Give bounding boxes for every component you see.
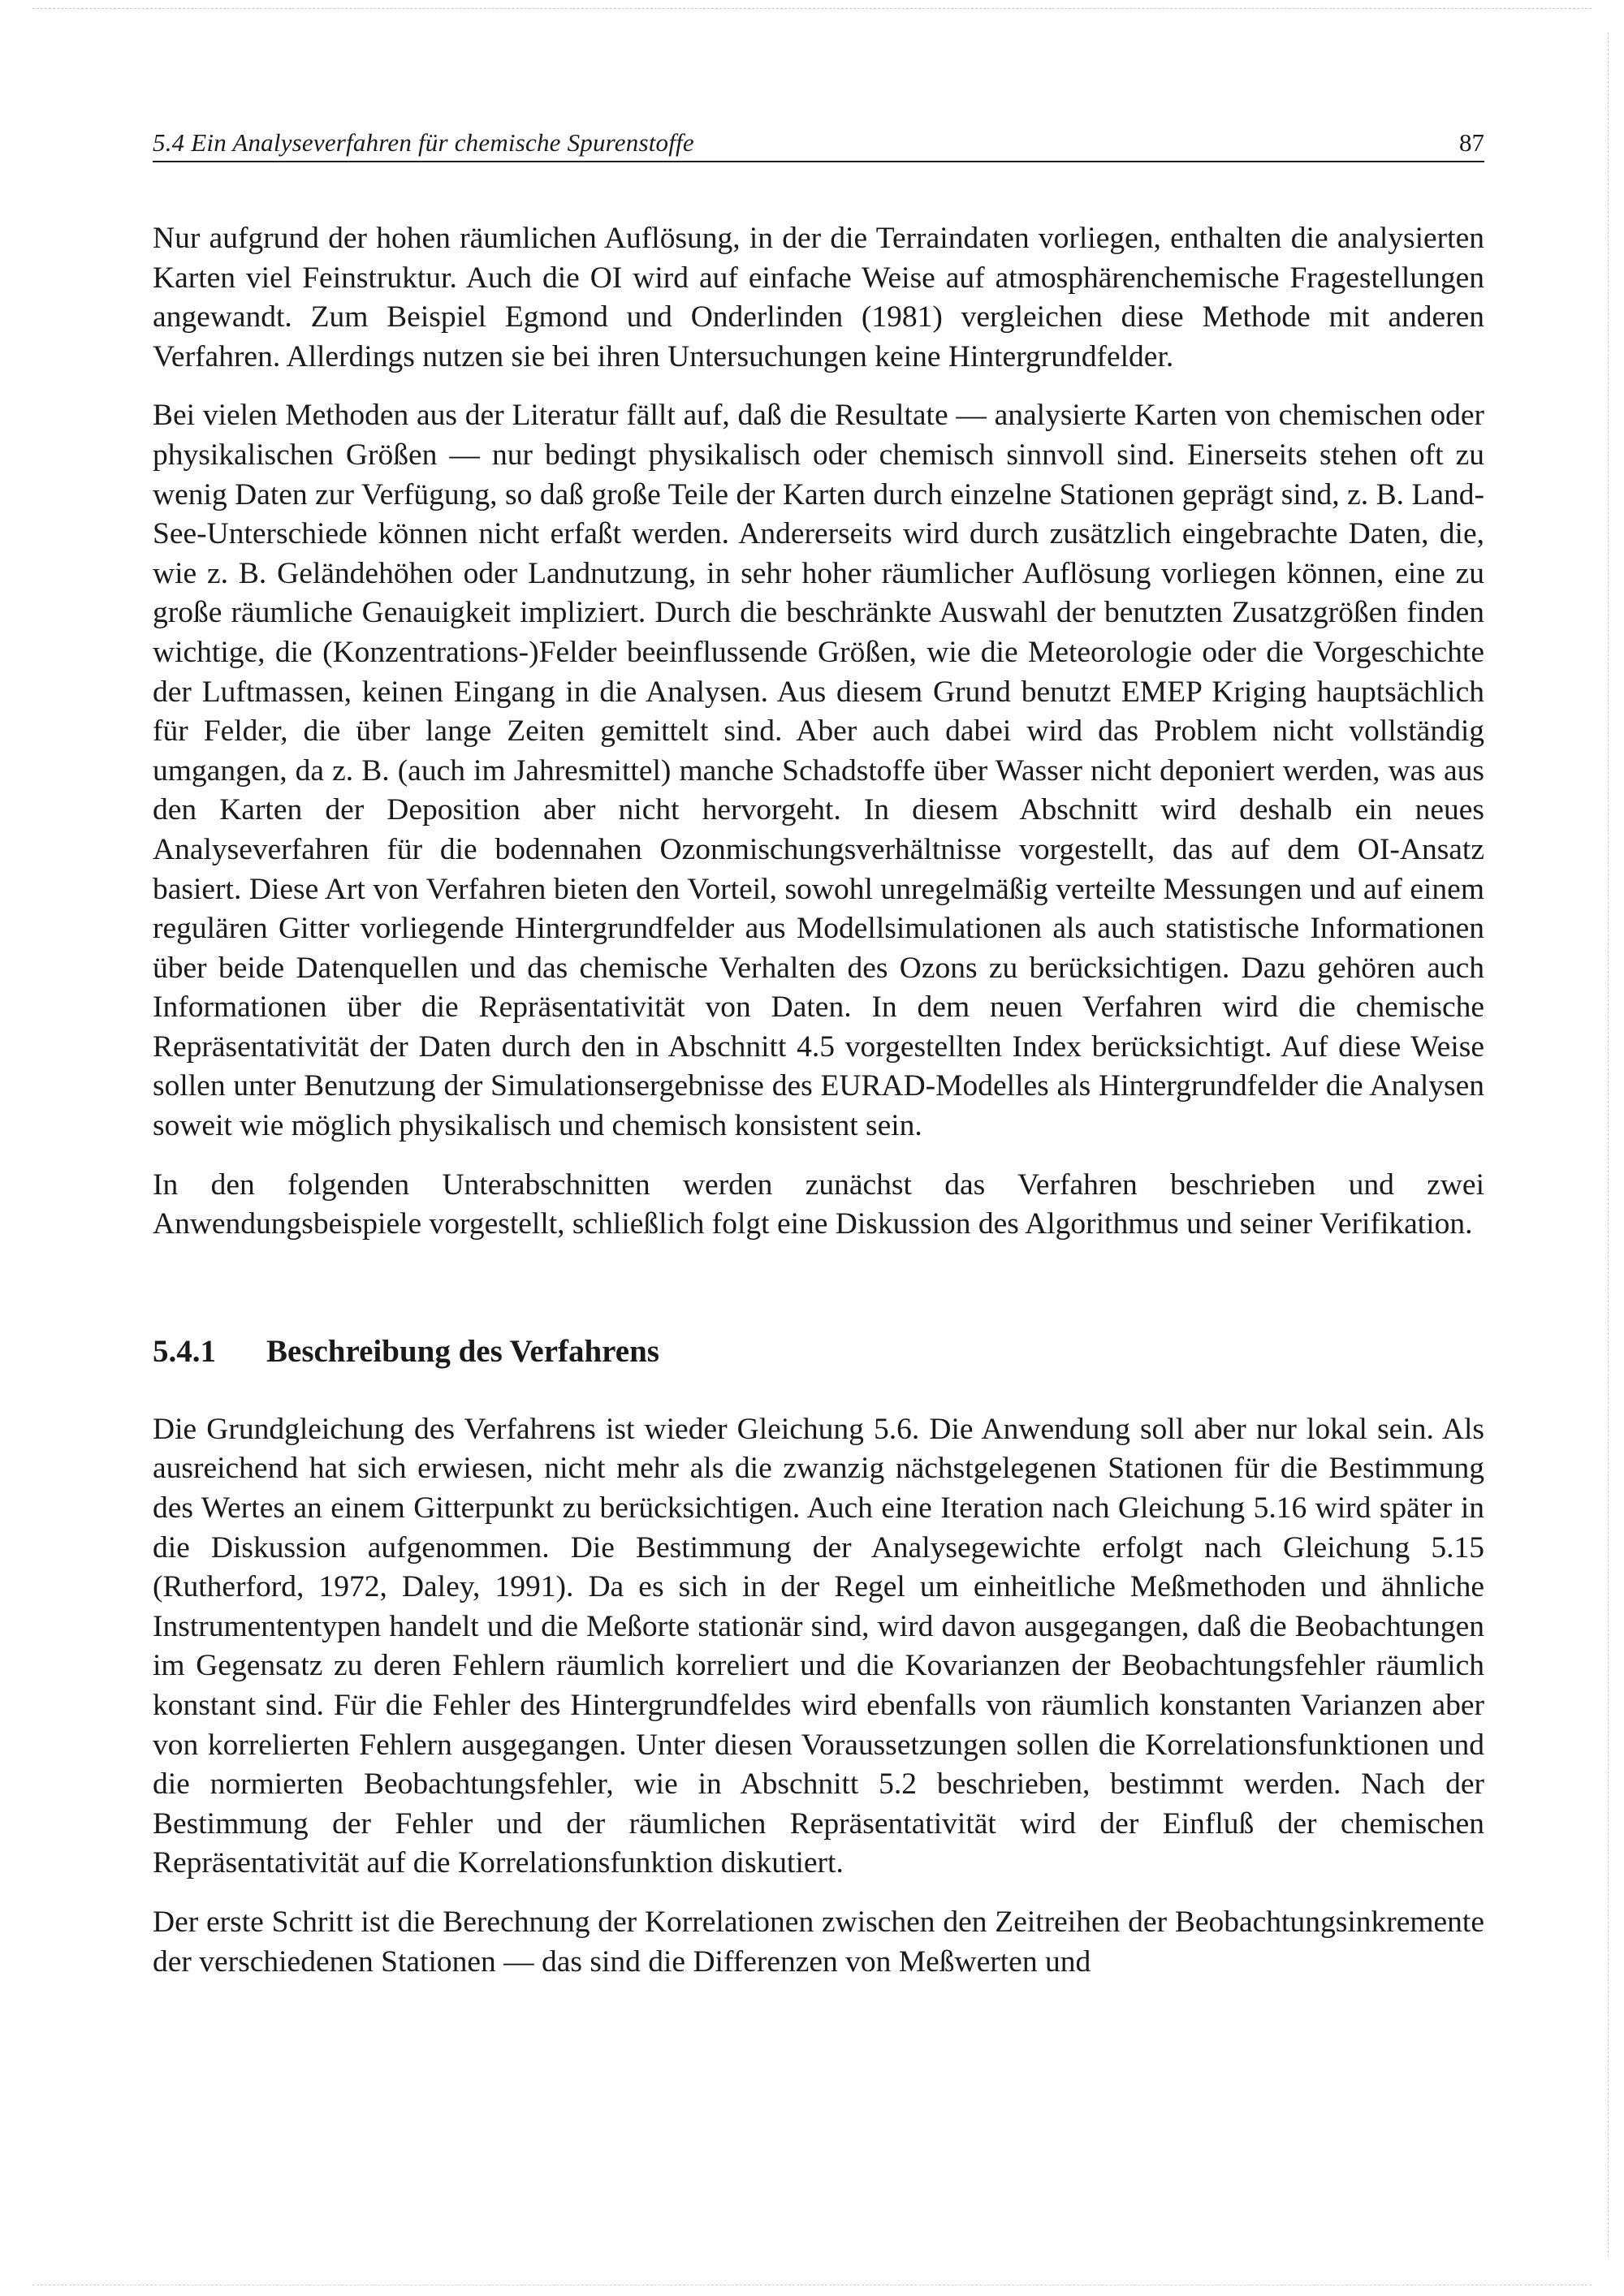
scan-edge-right <box>1608 32 1609 2257</box>
section-heading <box>153 1332 1484 1371</box>
paragraph: Nur aufgrund der hohen räumlichen Auflösung, in der die Terraindaten vorliegen, enthalten die analysierten Karten viel Feinstruktur. Auch die OI wird auf einfache Weise auf atmosphärenchemische Fragestellungen angewandt. Zum Beispiel Egmond und Onderlinden (1981) vergleichen diese Methode mit anderen Verfahren. Allerdings nutzen sie bei ihren Untersuchungen keine Hintergrundfelder. <box>153 222 1484 373</box>
section-number: 5.4.1 <box>153 1333 216 1369</box>
running-head <box>153 123 1484 162</box>
scan-edge-bottom <box>32 2285 1592 2286</box>
body-text <box>153 219 1484 2001</box>
paragraph: Der erste Schritt ist die Berechnung der Korrelationen zwischen den Zeitreihen der Beobachtungsinkremente der verschiedenen Stationen — das sind die Differenzen von Meßwerten und <box>153 1905 1484 1979</box>
section-title: Beschreibung des Verfahrens <box>266 1333 659 1369</box>
scan-edge-top <box>32 8 1592 10</box>
page-number: 87 <box>1459 128 1484 157</box>
paragraph: Die Grundgleichung des Verfahrens ist wieder Gleichung 5.6. Die Anwendung soll aber nur lokal sein. Als ausreichend hat sich erwiesen, nicht mehr als die zwanzig nächstgelegenen Stationen für die Bestimmung des Wertes an einem Gitterpunkt zu berücksichtigen. Auch eine Iteration nach Gleichung 5.16 wird später in die Diskussion aufgenommen. Die Bestimmung der Analysegewichte erfolgt nach Gleichung 5.15 (Rutherford, 1972, Daley, 1991). Da es sich in der Regel um einheitliche Meßmethoden und ähnliche Instrumententypen handelt und die Meßorte stationär sind, wird davon ausgegangen, daß die Beobachtungen im Gegensatz zu deren Fehlern räumlich korreliert und die Kovarianzen der Beobachtungsfehler räumlich konstant sind. Für die Fehler des Hintergrundfeldes wird ebenfalls von räumlich konstanten Varianzen aber von korrelierten Fehlern ausgegangen. Unter diesen Voraussetzungen sollen die Korrelationsfunktionen und die normierten Beobachtungsfehler, wie in Abschnitt 5.2 beschrieben, bestimmt werden. Nach der Bestimmung der Fehler und der räumlichen Repräsentativität wird der Einfluß der chemischen Repräsentativität auf die Korrelationsfunktion diskutiert. <box>153 1412 1484 1880</box>
paragraph: In den folgenden Unterabschnitten werden zunächst das Verfahren beschrieben und zwei Anwendungsbeispiele vorgestellt, schließlich folgt eine Diskussion des Algorithmus und seiner Verifikation. <box>153 1167 1484 1241</box>
paragraph: Bei vielen Methoden aus der Literatur fällt auf, daß die Resultate — analysierte Karten von chemischen oder physikalischen Größen — nur bedingt physikalisch oder chemisch sinnvoll sind. Einerseits stehen oft zu wenig Daten zur Verfügung, so daß große Teile der Karten durch einzelne Stationen geprägt sind, z. B. Land-See-Unterschiede können nicht erfaßt werden. Andererseits wird durch zusätzlich eingebrachte Daten, die, wie z. B. Geländehöhen oder Landnutzung, in sehr hoher räumlicher Auflösung vorliegen können, eine zu große räumliche Genauigkeit impliziert. Durch die beschränkte Auswahl der benutzten Zusatzgrößen finden wichtige, die (Konzentrations-)Felder beeinflussende Größen, wie die Meteorologie oder die Vorgeschichte der Luftmassen, keinen Eingang in die Analysen. Aus diesem Grund benutzt EMEP Kriging hauptsächlich für Felder, die über lange Zeiten gemittelt sind. Aber auch dabei wird das Problem nicht vollständig umgangen, da z. B. (auch im Jahresmittel) manche Schadstoffe über Wasser nicht deponiert werden, was aus den Karten der Deposition aber nicht hervorgeht. In diesem Abschnitt wird deshalb ein neues Analyseverfahren für die bodennahen Ozonmischungsverhältnisse vorgestellt, das auf dem OI-Ansatz basiert. Diese Art von Verfahren bieten den Vorteil, sowohl unregelmäßig verteilte Messungen und auf einem regulären Gitter vorliegende Hintergrundfelder aus Modellsimulationen als auch statistische Informationen über beide Datenquellen und das chemische Verhalten des Ozons zu berücksichtigen. Dazu gehören auch Informationen über die Repräsentativität von Daten. In dem neuen Verfahren wird die chemische Repräsentativität der Daten durch den in Abschnitt 4.5 vorgestellten Index berücksichtigt. Auf diese Weise sollen unter Benutzung der Simulationsergebnisse des EURAD-Modelles als Hintergrundfelder die Analysen soweit wie möglich physikalisch und chemisch konsistent sein. <box>153 399 1484 1143</box>
running-head-title: 5.4 Ein Analyseverfahren für chemische Spurenstoffe <box>153 128 694 157</box>
